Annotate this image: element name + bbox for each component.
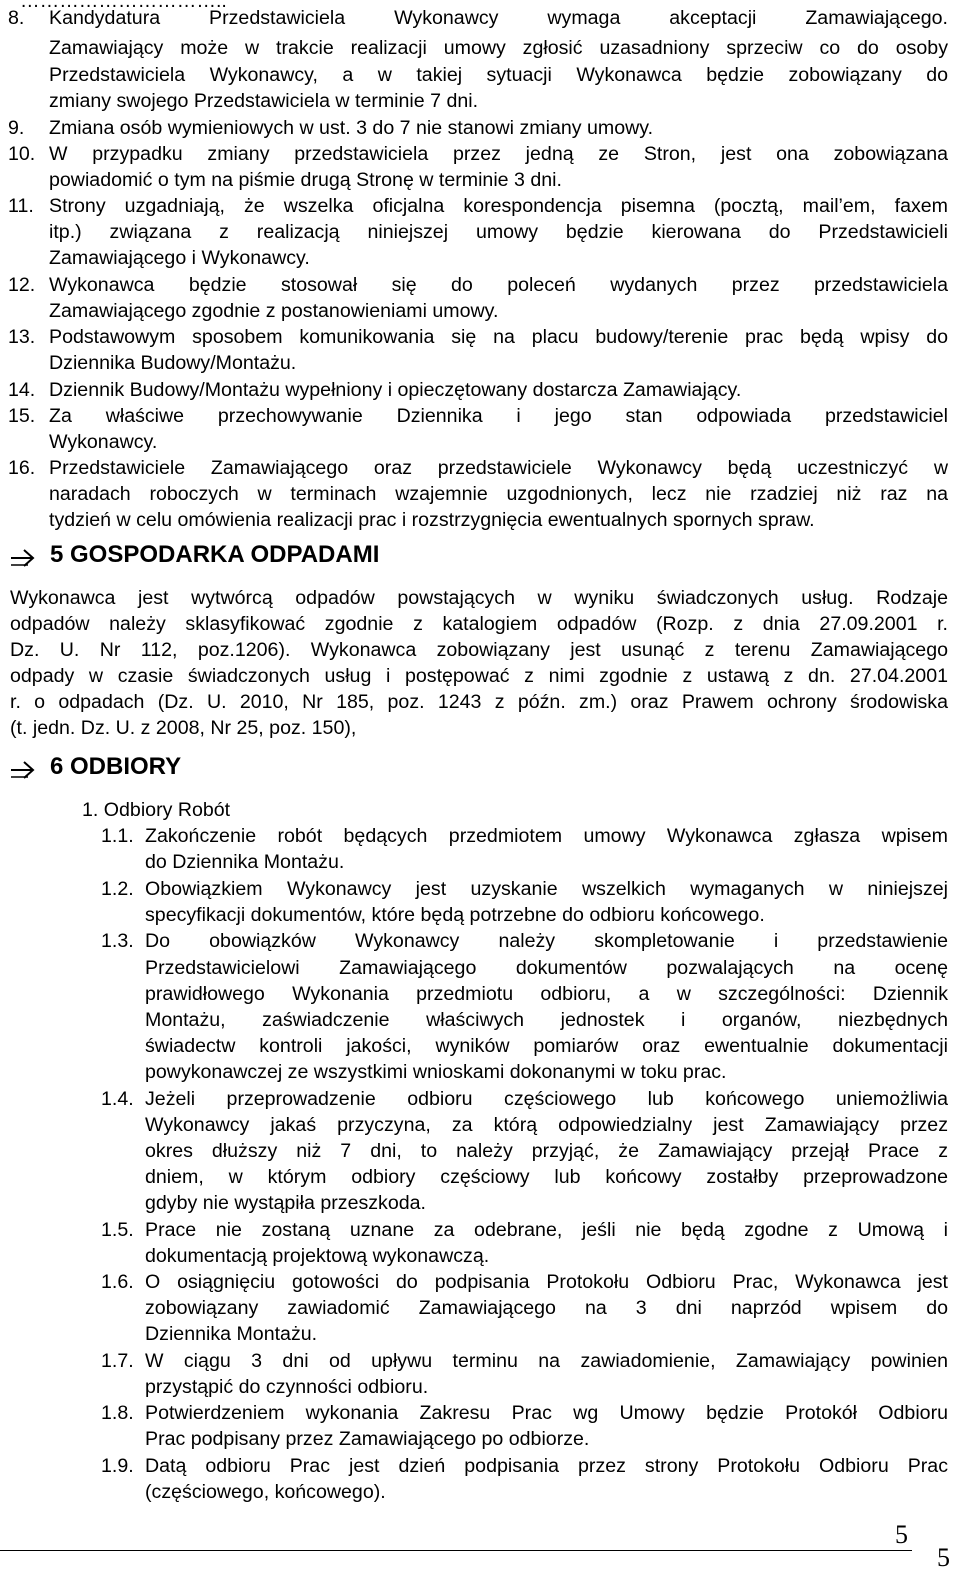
item-number: 1.1. [101, 825, 134, 847]
item-line: specyfikacji dokumentów, które będą potrzebne do odbioru końcowego. [145, 904, 765, 926]
item-line: W ciągu 3 dni od upływu terminu na zawiadomienie, Zamawiający powinien [145, 1350, 948, 1372]
item-number: 11. [8, 195, 34, 217]
page-number: 5 [895, 1520, 908, 1549]
paragraph-line: odpady w czasie świadczonych usług i postępować z nimi zgodnie z ustawą z dn. 27.04.2001 [10, 665, 948, 687]
paragraph-line: (t. jedn. Dz. U. z 2008, Nr 25, poz. 150), [10, 717, 357, 739]
item-number: 1.9. [101, 1455, 134, 1477]
item-line: Wykonawcy jakaś przyczyna, za którą odpowiedzialny jest Zamawiający przez [145, 1114, 948, 1136]
section-5-heading: 5 GOSPODARKA ODPADAMI [50, 541, 380, 568]
paragraph-line: odpadów należy sklasyfikować zgodnie z katalogiem odpadów (Rozp. z dnia 27.09.2001 r. [10, 613, 948, 635]
item-line: naradach roboczych w terminach wzajemnie uzgodnionych, lecz nie rzadziej niż raz na [49, 483, 948, 505]
item-line: (częściowego, końcowego). [145, 1481, 386, 1503]
item-line: Podstawowym sposobem komunikowania się na placu budowy/terenie prac będą wpisy do [49, 326, 948, 348]
item-line: O osiągnięciu gotowości do podpisania Protokołu Odbioru Prac, Wykonawca jest [145, 1271, 948, 1293]
item-line: Datą odbioru Prac jest dzień podpisania przez strony Protokołu Odbioru Prac [145, 1455, 948, 1477]
item-line: Przedstawiciele Zamawiającego oraz przedstawiciele Wykonawcy będą uczestniczyć w [49, 457, 948, 479]
item-line: do Dziennika Montażu. [145, 851, 345, 873]
item-number: 12. [8, 274, 36, 296]
item-line: zmiany swojego Przedstawiciela w terminie 7 dni. [49, 90, 479, 112]
item-line: Dziennika Montażu. [145, 1323, 318, 1345]
item-line: W przypadku zmiany przedstawiciela przez jedną ze Stron, jest ona zobowiązana [49, 143, 948, 165]
item-line: powykonawczej ze wszystkimi wnioskami dokonanymi w toku prac. [145, 1061, 727, 1083]
item-line: Strony uzgadniają, że wszelka oficjalna korespondencja pisemna (pocztą, mail’em, faxem [49, 195, 948, 217]
item-line: Zamawiającego zgodnie z postanowieniami umowy. [49, 300, 499, 322]
item-number: 16. [8, 457, 36, 479]
top-dots: ………………………….. [20, 0, 227, 12]
item-number: 9. [8, 117, 25, 139]
item-line: dokumentacją projektową wykonawczą. [145, 1245, 490, 1267]
section-6-heading: 6 ODBIORY [50, 753, 182, 780]
item-line: Obowiązkiem Wykonawcy jest uzyskanie wszelkich wymaganych w niniejszej [145, 878, 948, 900]
item-line: Kandydatura Przedstawiciela Wykonawcy wymaga akceptacji Zamawiającego. [49, 7, 948, 29]
item-line: powiadomić o tym na piśmie drugą Stronę w terminie 3 dni. [49, 169, 562, 191]
item-line: świadectw kontroli jakości, wyników pomiarów oraz ewentualnie dokumentacji [145, 1035, 948, 1057]
item-number: 10. [8, 143, 36, 165]
item-line: Wykonawca będzie stosował się do poleceń wydanych przez przedstawiciela [49, 274, 948, 296]
item-number: 15. [8, 405, 36, 427]
item-line: Za właściwe przechowywanie Dziennika i jego stan odpowiada przedstawiciel [49, 405, 948, 427]
item-line: dniem, w którym odbiory częściowy lub końcowy zostałby przeprowadzone [145, 1166, 948, 1188]
item-number: 1.4. [101, 1088, 134, 1110]
item-number: 1.2. [101, 878, 134, 900]
paragraph-line: Wykonawca jest wytwórcą odpadów powstających w wyniku świadczonych usług. Rodzaje [10, 587, 948, 609]
item-line: Do obowiązków Wykonawcy należy skompletowanie i przedstawienie [145, 930, 948, 952]
item-line: Przedstawicielowi Zamawiającego dokumentów pozwalających na ocenę [145, 957, 948, 979]
item-line: Zmiana osób wymieniowych w ust. 3 do 7 nie stanowi zmiany umowy. [49, 117, 654, 139]
item-line: Zamawiający może w trakcie realizacji umowy zgłosić uzasadniony sprzeciw co do osoby [49, 37, 948, 59]
item-line: przystąpić do czynności odbioru. [145, 1376, 429, 1398]
item-number: 13. [8, 326, 36, 348]
footer-divider [0, 1550, 912, 1551]
item-number: 1.7. [101, 1350, 134, 1372]
item-line: Przedstawiciela Wykonawcy, a w takiej sytuacji Wykonawca będzie zobowiązany do [49, 64, 948, 86]
paragraph-line: Dz. U. Nr 112, poz.1206). Wykonawca zobowiązany jest usunąć z terenu Zamawiającego [10, 639, 948, 661]
item-line: prawidłowego Wykonania przedmiotu odbioru, a w szczególności: Dziennik [145, 983, 948, 1005]
item-line: Zamawiającego i Wykonawcy. [49, 247, 310, 269]
item-number: 1.8. [101, 1402, 134, 1424]
item-line: zobowiązany zawiadomić Zamawiającego na 3 dni naprzód wpisem do [145, 1297, 948, 1319]
item-line: Potwierdzeniem wykonania Zakresu Prac wg Umowy będzie Protokół Odbioru [145, 1402, 948, 1424]
item-line: Prace nie zostaną uznane za odebrane, jeśli nie będą zgodne z Umową i [145, 1219, 948, 1241]
item-line: Wykonawcy. [49, 431, 158, 453]
item-number: 1.5. [101, 1219, 134, 1241]
page-side-number: 5 [937, 1543, 950, 1572]
item-number: 1.6. [101, 1271, 134, 1293]
item-line: Prac podpisany przez Zamawiającego po odbiorze. [145, 1428, 590, 1450]
item-number: 8. [8, 7, 25, 29]
item-line: Jeżeli przeprowadzenie odbioru częściowego lub końcowego uniemożliwia [145, 1088, 948, 1110]
item-line: gdyby nie wystąpiła przeszkoda. [145, 1192, 426, 1214]
item-line: Zakończenie robót będących przedmiotem umowy Wykonawca zgłasza wpisem [145, 825, 948, 847]
item-number: 1.3. [101, 930, 134, 952]
item-line: Dziennika Budowy/Montażu. [49, 352, 297, 374]
item-line: okres dłuższy niż 7 dni, to należy przyjąć, że Zamawiający przejął Prace z [145, 1140, 948, 1162]
item-line: Montażu, zaświadczenie właściwych jednostek i organów, niezbędnych [145, 1009, 948, 1031]
item-line: itp.) związana z realizacją niniejszej umowy będzie kierowana do Przedstawicieli [49, 221, 948, 243]
item-line: Dziennik Budowy/Montażu wypełniony i opieczętowany dostarcza Zamawiający. [49, 379, 742, 401]
item-number: 14. [8, 379, 36, 401]
subsection-title: 1. Odbiory Robót [82, 799, 231, 821]
arrow-bullet-icon [10, 757, 38, 783]
arrow-bullet-icon [10, 545, 38, 571]
item-line: tydzień w celu omówienia realizacji prac i rozstrzygnięcia ewentualnych spornych spraw. [49, 509, 815, 531]
paragraph-line: r. o odpadach (Dz. U. 2010, Nr 185, poz. 1243 z późn. zm.) oraz Prawem ochrony środowiska [10, 691, 948, 713]
